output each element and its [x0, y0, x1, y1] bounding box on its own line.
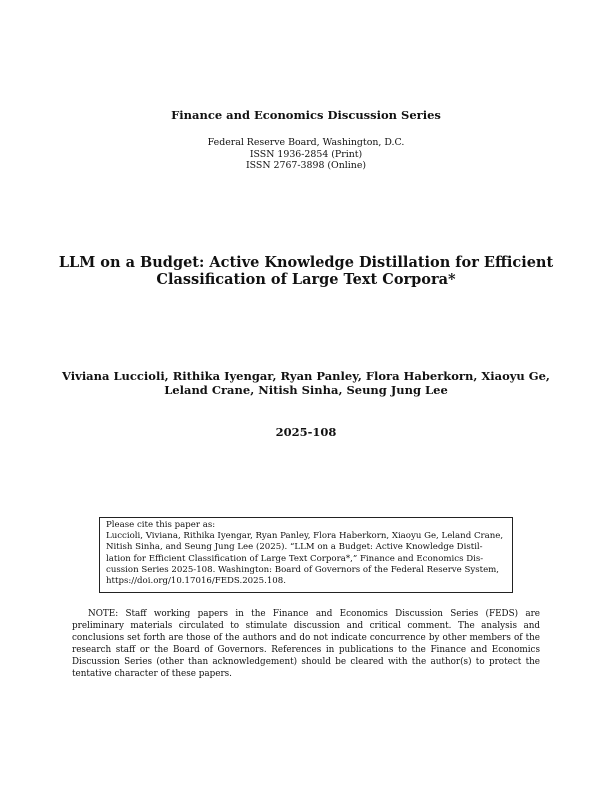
citation-line: Luccioli, Viviana, Rithika Iyengar, Ryan Panley, Flora Haberkorn, Xiaoyu Ge, Leland Crane,	[106, 531, 504, 542]
author-line-2: Leland Crane, Nitish Sinha, Seung Jung Lee	[164, 382, 448, 397]
citation-intro: Please cite this paper as:	[106, 520, 216, 530]
publication-info	[0, 137, 612, 172]
paper-title-line-1: LLM on a Budget: Active Knowledge Distillation for Efficient	[58, 254, 554, 271]
citation-box	[99, 517, 513, 593]
citation-line: lation for Efficient Classification of Large Text Corpora*,” Finance and Economics Dis-	[106, 553, 484, 564]
issn-print: ISSN 1936-2854 (Print)	[249, 148, 363, 160]
series-title: Finance and Economics Discussion Series	[171, 108, 441, 122]
issn-online: ISSN 2767-3898 (Online)	[245, 160, 367, 171]
paper-title	[40, 255, 572, 288]
author-line-1: Viviana Luccioli, Rithika Iyengar, Ryan Panley, Flora Haberkorn, Xiaoyu Ge,	[62, 369, 550, 383]
paper-title-line-2: Classification of Large Text Corpora*	[156, 270, 456, 288]
citation-line: cussion Series 2025-108. Washington: Board of Governors of the Federal Reserve System,	[106, 564, 500, 575]
paper-number: 2025-108	[275, 425, 337, 439]
disclaimer-note: NOTE: Staff working papers in the Finance and Economics Discussion Series (FEDS) are preliminary materials circulated to stimulate discussion and critical comment. The analysis and conclusions set forth are those of the authors and do not indicate concurrence by other members of the research staff or the Board of Governors. References in publications to the Finance and Economics Discussion Series (other than acknowledgement) should be cleared with the author(s) to protect the tentative character of these papers.	[72, 609, 540, 679]
publisher-line: Federal Reserve Board, Washington, D.C.	[207, 137, 405, 148]
citation-doi: https://doi.org/10.17016/FEDS.2025.108.	[106, 576, 286, 587]
citation-line: Nitish Sinha, and Seung Jung Lee (2025). “LLM on a Budget: Active Knowledge Distil-	[106, 542, 483, 553]
author-list	[40, 370, 572, 397]
